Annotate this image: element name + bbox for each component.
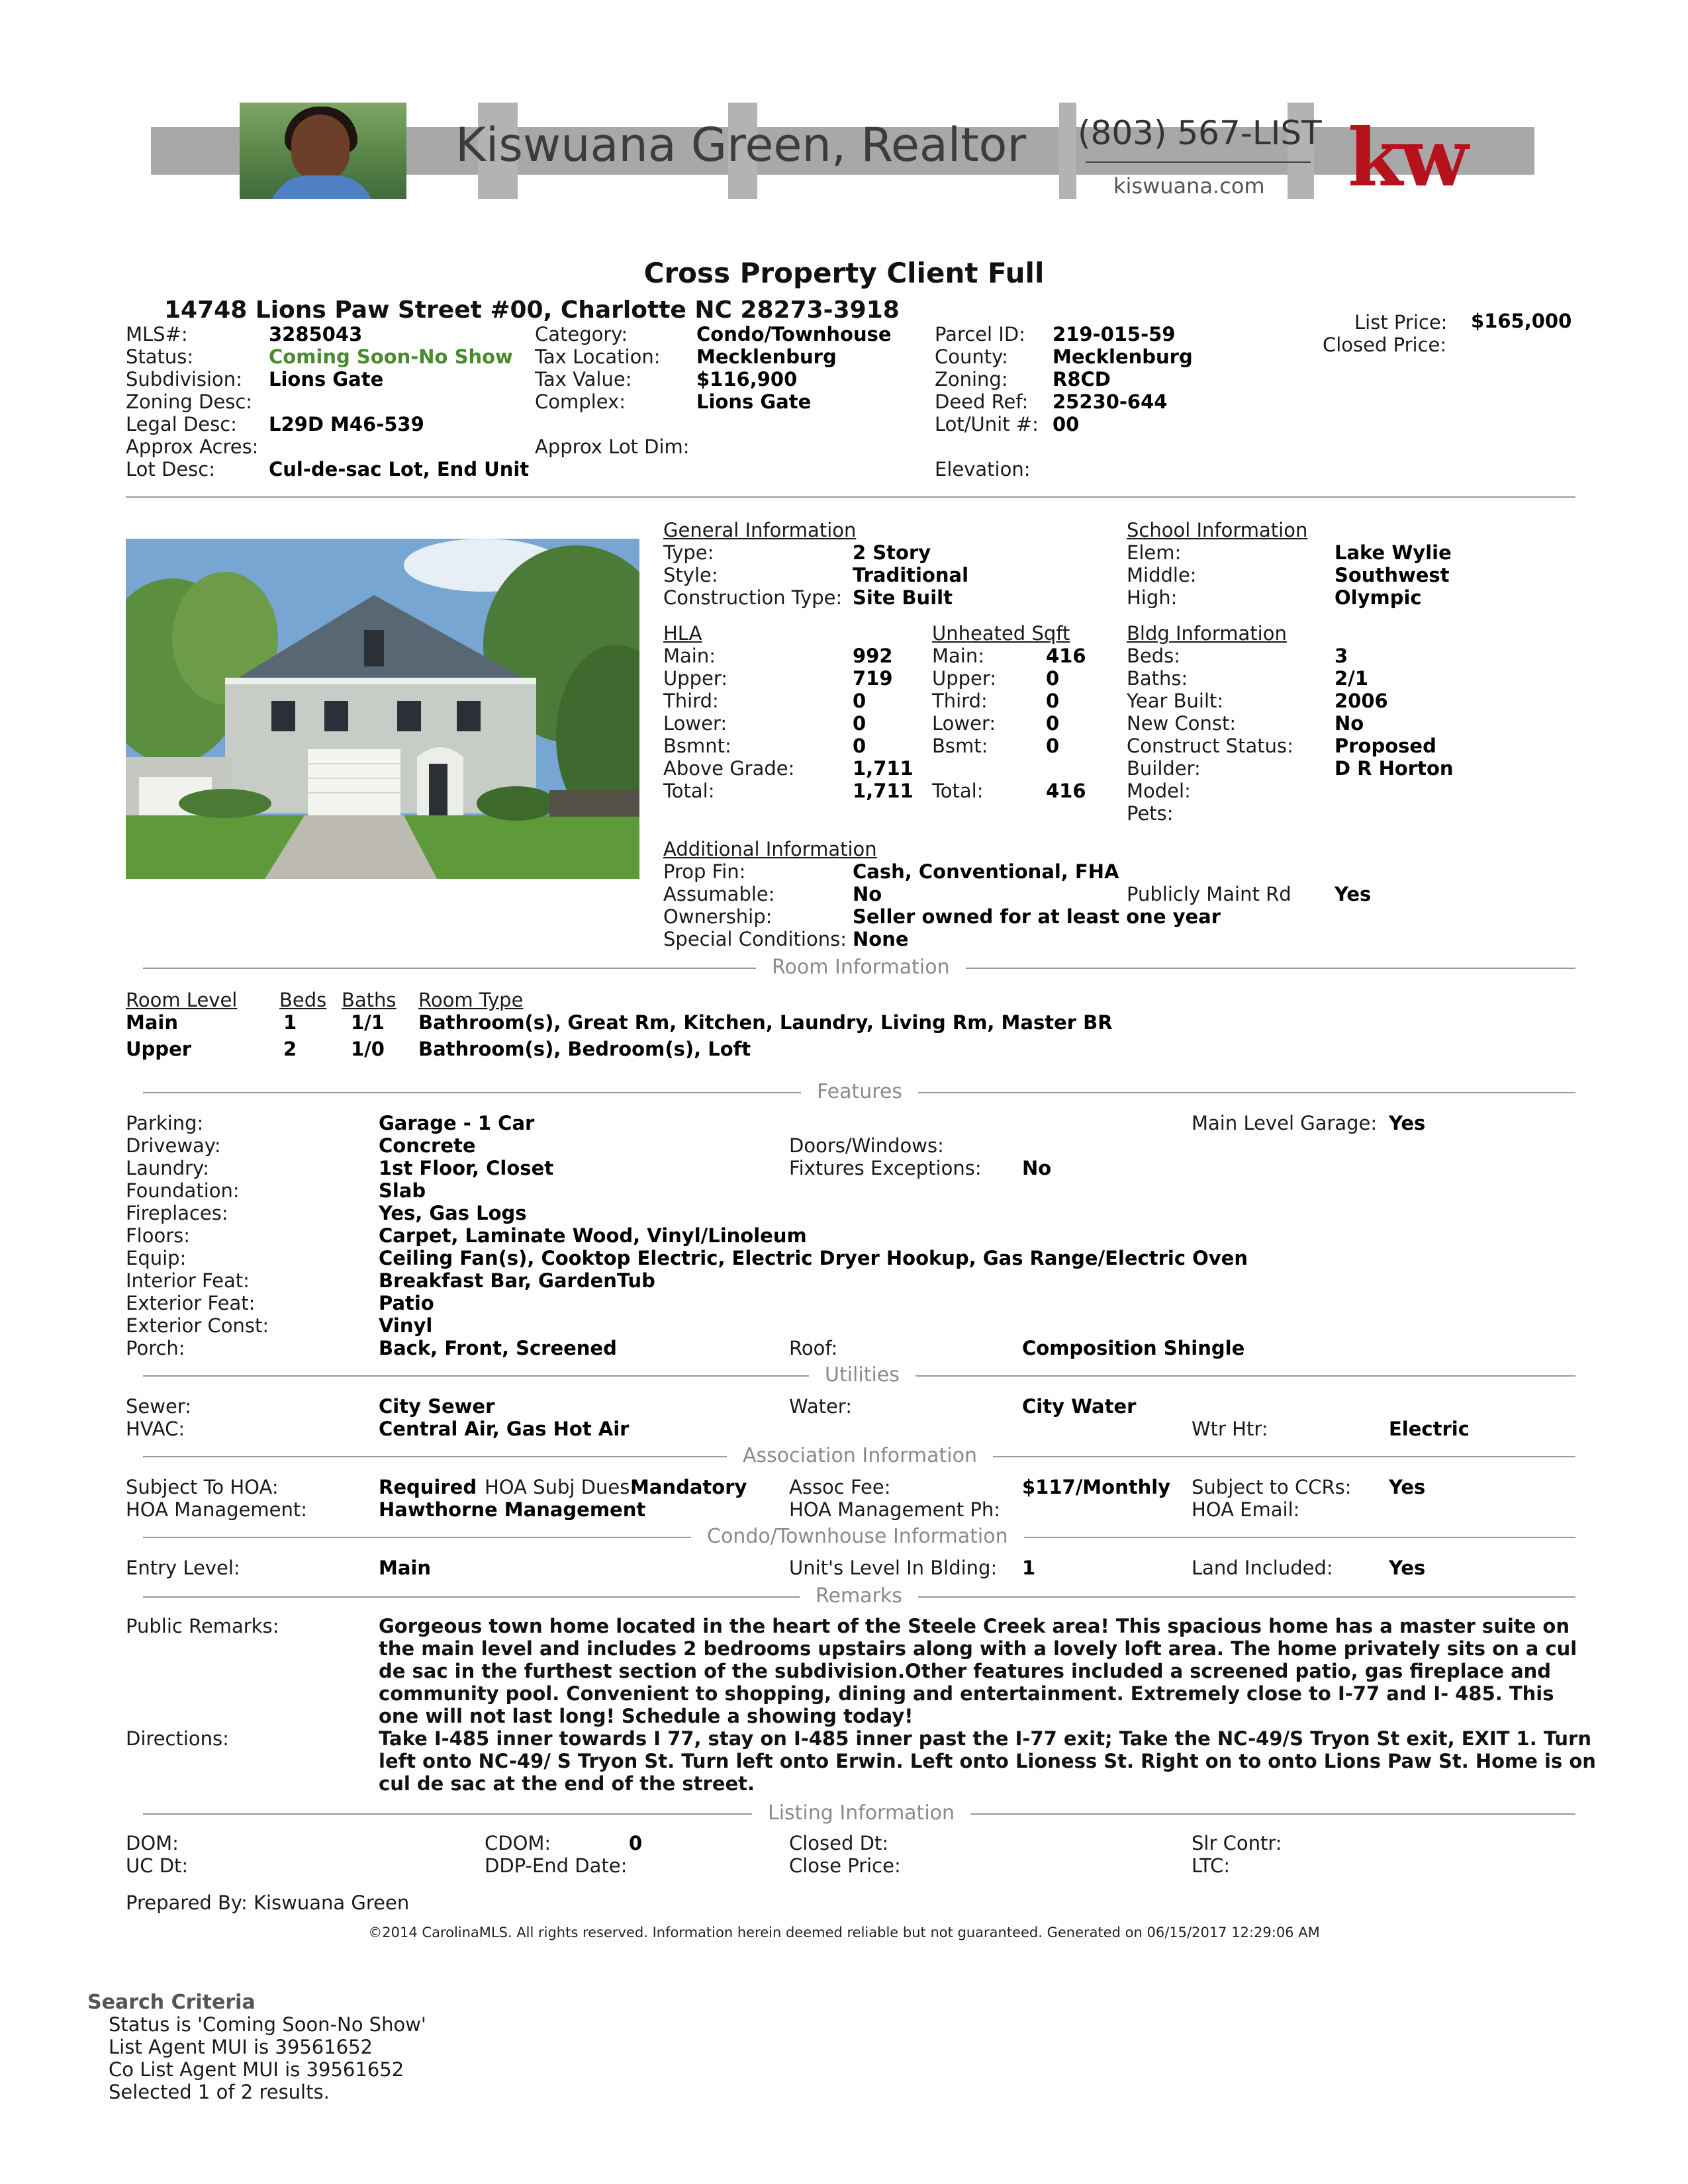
unheated-bsmt-label: Bsmt: xyxy=(932,735,988,757)
category-value: Condo/Townhouse xyxy=(696,323,892,345)
baths-value: 2/1 xyxy=(1335,667,1368,690)
beds-label: Beds: xyxy=(1127,645,1181,667)
laundry-value: 1st Floor, Closet xyxy=(379,1157,554,1179)
status-value: Coming Soon-No Show xyxy=(269,345,513,368)
room-level: Upper xyxy=(126,1038,192,1060)
condo-section-title: Condo/Townhouse Information xyxy=(691,1525,1024,1548)
room-level: Main xyxy=(126,1011,179,1034)
type-label: Type: xyxy=(663,541,714,564)
county-value: Mecklenburg xyxy=(1053,345,1193,368)
foundation-label: Foundation: xyxy=(126,1179,240,1202)
general-info-heading: General Information xyxy=(663,519,857,541)
kw-logo: kw xyxy=(1348,111,1466,205)
additional-info-heading: Additional Information xyxy=(663,838,877,860)
driveway-label: Driveway: xyxy=(126,1134,221,1157)
deed-ref-label: Deed Ref: xyxy=(935,390,1029,413)
high-label: High: xyxy=(1127,586,1178,609)
year-built-label: Year Built: xyxy=(1127,690,1224,712)
search-criteria-line: Status is 'Coming Soon-No Show' xyxy=(109,2013,426,2036)
unit-level-value: 1 xyxy=(1022,1557,1036,1579)
list-price-label: List Price: xyxy=(1354,311,1448,334)
publicly-maint-label: Publicly Maint Rd xyxy=(1127,883,1291,905)
tax-location-label: Tax Location: xyxy=(535,345,661,368)
prop-fin-label: Prop Fin: xyxy=(663,860,746,883)
parcel-label: Parcel ID: xyxy=(935,323,1025,345)
pets-label: Pets: xyxy=(1127,802,1174,825)
interior-feat-value: Breakfast Bar, GardenTub xyxy=(379,1269,655,1292)
search-results-count: Selected 1 of 2 results. xyxy=(109,2081,330,2103)
beds-value: 3 xyxy=(1335,645,1348,667)
slr-contr-label: Slr Contr: xyxy=(1192,1832,1282,1854)
high-value: Olympic xyxy=(1335,586,1422,609)
school-info-heading: School Information xyxy=(1127,519,1308,541)
new-const-label: New Const: xyxy=(1127,712,1237,735)
unheated-main-value: 416 xyxy=(1046,645,1086,667)
hla-total-value: 1,711 xyxy=(853,780,914,802)
construct-status-value: Proposed xyxy=(1335,735,1436,757)
doors-windows-label: Doors/Windows: xyxy=(789,1134,944,1157)
hla-above-grade-value: 1,711 xyxy=(853,757,914,780)
parking-value: Garage - 1 Car xyxy=(379,1112,535,1134)
complex-label: Complex: xyxy=(535,390,626,413)
assoc-fee-value: $117/Monthly xyxy=(1022,1476,1171,1498)
zoning-desc-label: Zoning Desc: xyxy=(126,390,253,413)
lot-unit-value: 00 xyxy=(1053,413,1080,435)
hla-total-label: Total: xyxy=(663,780,715,802)
county-label: County: xyxy=(935,345,1008,368)
list-price-value: $165,000 xyxy=(1471,310,1572,332)
hla-bsmt-label: Bsmnt: xyxy=(663,735,731,757)
water-label: Water: xyxy=(789,1395,852,1418)
ownership-value: Seller owned for at least one year xyxy=(853,905,1221,928)
cdom-label: CDOM: xyxy=(485,1832,551,1854)
search-criteria-heading: Search Criteria xyxy=(87,1991,256,2014)
assoc-fee-label: Assoc Fee: xyxy=(789,1476,891,1498)
hla-main-value: 992 xyxy=(853,645,893,667)
assumable-value: No xyxy=(853,883,882,905)
prepared-by: Prepared By: Kiswuana Green xyxy=(126,1891,410,1914)
construction-type-label: Construction Type: xyxy=(663,586,843,609)
lot-dim-label: Approx Lot Dim: xyxy=(535,435,690,458)
banner-post xyxy=(1059,103,1076,199)
exterior-feat-label: Exterior Feat: xyxy=(126,1292,256,1314)
hla-main-label: Main: xyxy=(663,645,716,667)
elevation-label: Elevation: xyxy=(935,458,1031,480)
baths-label: Baths: xyxy=(1127,667,1188,690)
tax-location-value: Mecklenburg xyxy=(696,345,837,368)
agent-name: Kiswuana Green, Realtor xyxy=(455,118,1027,172)
mls-value: 3285043 xyxy=(269,323,363,345)
wtr-htr-label: Wtr Htr: xyxy=(1192,1418,1268,1440)
roof-value: Composition Shingle xyxy=(1022,1337,1245,1359)
exterior-const-label: Exterior Const: xyxy=(126,1314,269,1337)
room-type: Bathroom(s), Great Rm, Kitchen, Laundry, Living Rm, Master BR xyxy=(418,1011,1113,1034)
dom-label: DOM: xyxy=(126,1832,179,1854)
room-type-header: Room Type xyxy=(418,989,524,1011)
uc-dt-label: UC Dt: xyxy=(126,1854,189,1877)
agent-photo xyxy=(240,103,406,199)
fixtures-exceptions-label: Fixtures Exceptions: xyxy=(789,1157,982,1179)
porch-value: Back, Front, Screened xyxy=(379,1337,617,1359)
roof-label: Roof: xyxy=(789,1337,838,1359)
hla-upper-label: Upper: xyxy=(663,667,728,690)
zoning-label: Zoning: xyxy=(935,368,1008,390)
room-baths-header: Baths xyxy=(342,989,397,1011)
equip-value: Ceiling Fan(s), Cooktop Electric, Electric Dryer Hookup, Gas Range/Electric Oven xyxy=(379,1247,1248,1269)
features-section-title: Features xyxy=(801,1080,918,1103)
listing-section-title: Listing Information xyxy=(752,1801,970,1825)
style-label: Style: xyxy=(663,564,718,586)
lot-desc-value: Cul-de-sac Lot, End Unit xyxy=(269,458,530,480)
legal-desc-label: Legal Desc: xyxy=(126,413,237,435)
agent-phone: (803) 567-LIST xyxy=(1078,114,1322,152)
copyright-notice: ©2014 CarolinaMLS. All rights reserved. Information herein deemed reliable but not guaranteed. Generated on 06/15/2017 12:29:06 AM xyxy=(368,1925,1320,1940)
unheated-bsmt-value: 0 xyxy=(1046,735,1060,757)
prop-fin-value: Cash, Conventional, FHA xyxy=(853,860,1119,883)
assumable-label: Assumable: xyxy=(663,883,775,905)
parking-label: Parking: xyxy=(126,1112,204,1134)
middle-value: Southwest xyxy=(1335,564,1450,586)
land-included-value: Yes xyxy=(1389,1557,1426,1579)
association-section-title: Association Information xyxy=(727,1444,993,1467)
hoa-dues-label: HOA Subj Dues xyxy=(485,1476,630,1498)
elem-value: Lake Wylie xyxy=(1335,541,1452,564)
cdom-value: 0 xyxy=(629,1832,643,1854)
hla-above-grade-label: Above Grade: xyxy=(663,757,795,780)
unheated-total-value: 416 xyxy=(1046,780,1086,802)
year-built-value: 2006 xyxy=(1335,690,1388,712)
middle-label: Middle: xyxy=(1127,564,1197,586)
unit-level-label: Unit's Level In Blding: xyxy=(789,1557,998,1579)
main-level-garage-value: Yes xyxy=(1389,1112,1426,1134)
ccrs-value: Yes xyxy=(1389,1476,1426,1498)
sewer-value: City Sewer xyxy=(379,1395,495,1418)
main-level-garage-label: Main Level Garage: xyxy=(1192,1112,1378,1134)
equip-label: Equip: xyxy=(126,1247,187,1269)
special-conditions-value: None xyxy=(853,928,909,950)
ccrs-label: Subject to CCRs: xyxy=(1192,1476,1352,1498)
room-baths: 1/0 xyxy=(351,1038,385,1060)
exterior-feat-value: Patio xyxy=(379,1292,434,1314)
search-criteria-line: Co List Agent MUI is 39561652 xyxy=(109,2058,404,2081)
category-label: Category: xyxy=(535,323,628,345)
hvac-label: HVAC: xyxy=(126,1418,185,1440)
room-type: Bathroom(s), Bedroom(s), Loft xyxy=(418,1038,751,1060)
unheated-upper-label: Upper: xyxy=(932,667,997,690)
directions-label: Directions: xyxy=(126,1727,229,1750)
entry-level-value: Main xyxy=(379,1557,432,1579)
ltc-label: LTC: xyxy=(1192,1854,1231,1877)
interior-feat-label: Interior Feat: xyxy=(126,1269,250,1292)
room-beds-header: Beds xyxy=(279,989,327,1011)
unheated-total-label: Total: xyxy=(932,780,984,802)
banner-divider xyxy=(1086,161,1311,163)
hoa-management-label: HOA Management: xyxy=(126,1498,307,1521)
hla-third-value: 0 xyxy=(853,690,867,712)
deed-ref-value: 25230-644 xyxy=(1053,390,1168,413)
room-beds: 1 xyxy=(283,1011,297,1034)
mls-label: MLS#: xyxy=(126,323,188,345)
construct-status-label: Construct Status: xyxy=(1127,735,1293,757)
subdivision-value: Lions Gate xyxy=(269,368,384,390)
hla-third-label: Third: xyxy=(663,690,719,712)
model-label: Model: xyxy=(1127,780,1191,802)
hla-lower-value: 0 xyxy=(853,712,867,735)
hoa-dues-value: Mandatory xyxy=(630,1476,747,1498)
ddp-end-date-label: DDP-End Date: xyxy=(485,1854,628,1877)
legal-desc-value: L29D M46-539 xyxy=(269,413,424,435)
closed-dt-label: Closed Dt: xyxy=(789,1832,889,1854)
unheated-third-value: 0 xyxy=(1046,690,1060,712)
header-divider xyxy=(126,496,1575,498)
fireplaces-value: Yes, Gas Logs xyxy=(379,1202,527,1224)
room-baths: 1/1 xyxy=(351,1011,385,1034)
sewer-label: Sewer: xyxy=(126,1395,191,1418)
publicly-maint-value: Yes xyxy=(1335,883,1372,905)
tax-value-label: Tax Value: xyxy=(535,368,632,390)
style-value: Traditional xyxy=(853,564,969,586)
floors-value: Carpet, Laminate Wood, Vinyl/Linoleum xyxy=(379,1224,807,1247)
type-value: 2 Story xyxy=(853,541,931,564)
porch-label: Porch: xyxy=(126,1337,185,1359)
remarks-section-title: Remarks xyxy=(800,1584,918,1608)
property-address: 14748 Lions Paw Street #00, Charlotte NC 28273-3918 xyxy=(164,296,900,324)
closed-price-label: Closed Price: xyxy=(1323,334,1447,356)
hoa-management-ph-label: HOA Management Ph: xyxy=(789,1498,1001,1521)
status-label: Status: xyxy=(126,345,194,368)
room-beds: 2 xyxy=(283,1038,297,1060)
public-remarks-label: Public Remarks: xyxy=(126,1615,279,1637)
exterior-const-value: Vinyl xyxy=(379,1314,433,1337)
water-value: City Water xyxy=(1022,1395,1137,1418)
unheated-upper-value: 0 xyxy=(1046,667,1060,690)
subdivision-label: Subdivision: xyxy=(126,368,242,390)
fireplaces-label: Fireplaces: xyxy=(126,1202,228,1224)
room-info-section-title: Room Information xyxy=(756,956,966,979)
builder-value: D R Horton xyxy=(1335,757,1454,780)
page-title: Cross Property Client Full xyxy=(643,257,1045,289)
hla-lower-label: Lower: xyxy=(663,712,727,735)
unheated-main-label: Main: xyxy=(932,645,984,667)
close-price-label: Close Price: xyxy=(789,1854,901,1877)
driveway-value: Concrete xyxy=(379,1134,476,1157)
fixtures-exceptions-value: No xyxy=(1022,1157,1052,1179)
elem-label: Elem: xyxy=(1127,541,1182,564)
hoa-email-label: HOA Email: xyxy=(1192,1498,1300,1521)
special-conditions-label: Special Conditions: xyxy=(663,928,847,950)
agent-website: kiswuana.com xyxy=(1113,173,1265,199)
tax-value-value: $116,900 xyxy=(696,368,798,390)
hla-heading: HLA xyxy=(663,622,702,645)
unheated-lower-value: 0 xyxy=(1046,712,1060,735)
search-criteria-line: List Agent MUI is 39561652 xyxy=(109,2036,373,2058)
hoa-management-value: Hawthorne Management xyxy=(379,1498,646,1521)
property-photo xyxy=(126,539,639,879)
new-const-value: No xyxy=(1335,712,1364,735)
complex-value: Lions Gate xyxy=(696,390,812,413)
public-remarks-text: Gorgeous town home located in the heart of the Steele Creek area! This spacious home has a master suite on the main level and includes 2 bedrooms upstairs along with a lovely loft area. The home privately sits on a cul de sac in the furthest section of the subdivision.Other features included a screened patio, gas fireplace and community pool. Convenient to shopping, dining and entertainment. Extremely close to I-77 and I- 485. This one will not last long! Schedule a showing today! xyxy=(379,1615,1577,1727)
construction-type-value: Site Built xyxy=(853,586,953,609)
approx-acres-label: Approx Acres: xyxy=(126,435,259,458)
bldg-heading: Bldg Information xyxy=(1127,622,1287,645)
hvac-value: Central Air, Gas Hot Air xyxy=(379,1418,630,1440)
zoning-value: R8CD xyxy=(1053,368,1111,390)
entry-level-label: Entry Level: xyxy=(126,1557,240,1579)
room-level-header: Room Level xyxy=(126,989,238,1011)
parcel-value: 219-015-59 xyxy=(1053,323,1176,345)
hla-upper-value: 719 xyxy=(853,667,893,690)
land-included-label: Land Included: xyxy=(1192,1557,1333,1579)
laundry-label: Laundry: xyxy=(126,1157,209,1179)
hoa-value: Required xyxy=(379,1476,477,1498)
directions-text: Take I-485 inner towards I 77, stay on I-485 inner past the I-77 exit; Take the NC-49/S Tryon St exit, EXIT 1. Turn left onto NC-49/ S Tryon St. Turn left onto Erwin. Left onto Lioness St. Right on to onto Lions Paw St. Home is on cul de sac at the end of the street. xyxy=(379,1727,1596,1795)
wtr-htr-value: Electric xyxy=(1389,1418,1470,1440)
lot-desc-label: Lot Desc: xyxy=(126,458,215,480)
builder-label: Builder: xyxy=(1127,757,1201,780)
foundation-value: Slab xyxy=(379,1179,426,1202)
floors-label: Floors: xyxy=(126,1224,191,1247)
unheated-heading: Unheated Sqft xyxy=(932,622,1070,645)
ownership-label: Ownership: xyxy=(663,905,773,928)
lot-unit-label: Lot/Unit #: xyxy=(935,413,1039,435)
unheated-lower-label: Lower: xyxy=(932,712,996,735)
hoa-label: Subject To HOA: xyxy=(126,1476,279,1498)
hla-bsmt-value: 0 xyxy=(853,735,867,757)
utilities-section-title: Utilities xyxy=(809,1363,915,1387)
unheated-third-label: Third: xyxy=(932,690,988,712)
